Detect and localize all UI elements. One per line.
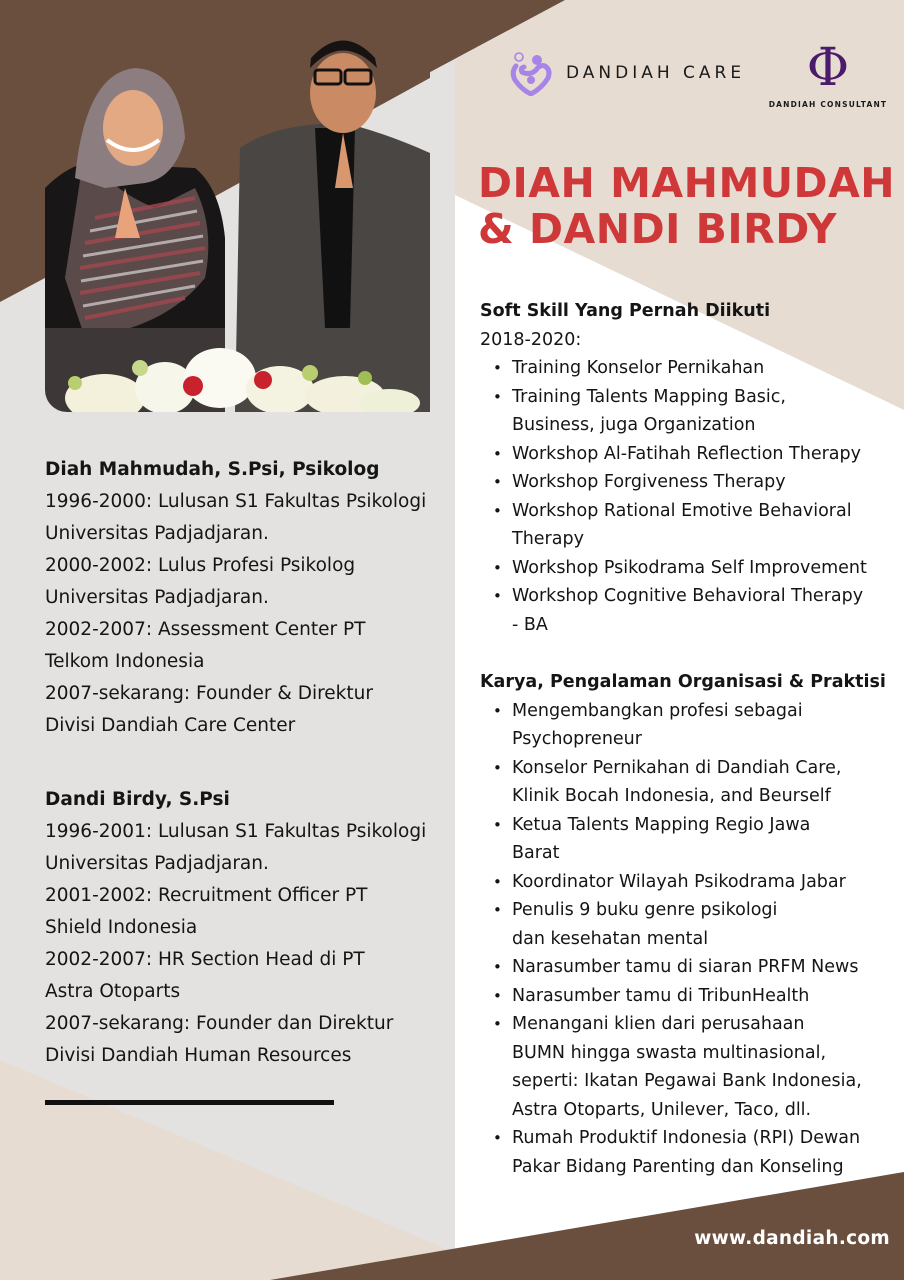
bio-line: 2002-2007: Assessment Center PT: [45, 619, 366, 640]
bio-line: 2002-2007: HR Section Head di PT: [45, 949, 365, 970]
bio-line: 2007-sekarang: Founder & Direktur: [45, 683, 373, 704]
bio-diah: [45, 454, 445, 742]
section-heading: Karya, Pengalaman Organisasi & Praktisi: [480, 672, 886, 692]
list-item: • Workshop Forgiveness Therapy: [512, 468, 890, 497]
list-item: • Koordinator Wilayah Psikodrama Jabar: [512, 868, 890, 897]
bio-line: Universitas Padjadjaran.: [45, 853, 269, 874]
title-line-1: DIAH MAHMUDAH: [478, 159, 896, 207]
bio-name: Dandi Birdy, S.Psi: [45, 789, 230, 810]
dandiah-care-logo: [510, 50, 745, 96]
list-item: • Workshop Psikodrama Self Improvement: [512, 554, 890, 583]
list-item: • Rumah Produktif Indonesia (RPI) Dewan Pakar Bidang Parenting dan Konseling: [512, 1124, 864, 1181]
dandiah-consultant-logo: [768, 40, 888, 109]
section-heading: Soft Skill Yang Pernah Diikuti: [480, 301, 771, 321]
list-item: • Training Konselor Pernikahan: [512, 354, 890, 383]
website-link[interactable]: www.dandiah.com: [694, 1228, 890, 1249]
karya-list: [480, 697, 890, 1182]
list-item: • Mengembangkan profesi sebagai Psychopreneur: [512, 697, 812, 754]
bio-line: 2000-2002: Lulus Profesi Psikolog: [45, 555, 356, 576]
bio-line: Universitas Padjadjaran.: [45, 523, 269, 544]
list-item: • Workshop Al-Fatihah Reflection Therapy: [512, 440, 890, 469]
list-item: • Penulis 9 buku genre psikologi dan kesehatan mental: [512, 896, 812, 953]
soft-skill-list: [480, 354, 890, 639]
founders-photo: [45, 28, 430, 412]
soft-skill-section: [480, 297, 890, 639]
list-item: • Workshop Rational Emotive Behavioral Therapy: [512, 497, 862, 554]
karya-section: [480, 668, 890, 1181]
list-item: • Narasumber tamu di TribunHealth: [512, 982, 890, 1011]
divider-line: [45, 1100, 334, 1105]
period-label: 2018-2020:: [480, 329, 582, 350]
dandiah-consultant-wordmark: DANDIAH CONSULTANT: [768, 100, 888, 109]
list-item: • Ketua Talents Mapping Regio Jawa Barat: [512, 811, 832, 868]
bio-line: Astra Otoparts: [45, 981, 181, 1002]
bio-dandi: [45, 784, 445, 1072]
dandiah-care-wordmark: DANDIAH CARE: [566, 63, 746, 83]
bio-line: Shield Indonesia: [45, 917, 198, 938]
bio-line: Divisi Dandiah Care Center: [45, 715, 296, 736]
page-title: [478, 160, 895, 252]
bio-line: 1996-2001: Lulusan S1 Fakultas Psikologi: [45, 821, 427, 842]
bio-line: 2001-2002: Recruitment Officer PT: [45, 885, 368, 906]
bio-line: 1996-2000: Lulusan S1 Fakultas Psikologi: [45, 491, 427, 512]
heart-family-icon: [510, 50, 552, 96]
list-item: • Menangani klien dari perusahaan BUMN hingga swasta multinasional, seperti: Ikatan Pegawai Bank Indonesia, Astra Otoparts, Unilever, Taco, dll.: [512, 1010, 862, 1124]
bio-line: Universitas Padjadjaran.: [45, 587, 269, 608]
list-item: • Workshop Cognitive Behavioral Therapy - BA: [512, 582, 867, 639]
bio-name: Diah Mahmudah, S.Psi, Psikolog: [45, 459, 380, 480]
list-item: • Training Talents Mapping Basic, Business, juga Organization: [512, 383, 872, 440]
list-item: • Narasumber tamu di siaran PRFM News: [512, 953, 890, 982]
bio-line: Divisi Dandiah Human Resources: [45, 1045, 352, 1066]
title-line-2: & DANDI BIRDY: [478, 205, 837, 253]
phi-icon: Φ: [806, 38, 850, 98]
bio-line: Telkom Indonesia: [45, 651, 205, 672]
bio-line: 2007-sekarang: Founder dan Direktur: [45, 1013, 394, 1034]
list-item: • Konselor Pernikahan di Dandiah Care, Klinik Bocah Indonesia, and Beurself: [512, 754, 862, 811]
